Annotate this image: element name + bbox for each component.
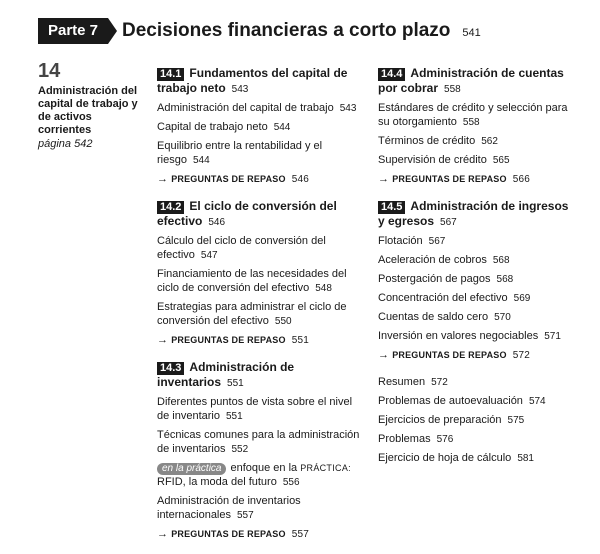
- toc-item-text: Diferentes puntos de vista sobre el nivel de inventario: [157, 396, 353, 422]
- review-label: PREGUNTAS DE REPASO: [171, 174, 286, 184]
- endmatter-text: Problemas: [378, 433, 431, 445]
- section-page: 543: [231, 84, 249, 95]
- endmatter-page: 581: [517, 453, 534, 464]
- toc-item-page: 568: [496, 274, 514, 285]
- toc-item-text: Términos de crédito: [378, 135, 476, 147]
- toc-item[interactable]: [157, 395, 367, 424]
- section-number: 14.3: [157, 362, 184, 375]
- review-label: PREGUNTAS DE REPASO: [392, 174, 507, 184]
- arrow-right-icon: →: [157, 334, 169, 346]
- endmatter-text: Resumen: [378, 376, 426, 388]
- toc-item[interactable]: [157, 428, 367, 457]
- toc-item-page: 567: [428, 236, 446, 247]
- section-14-4: [378, 66, 578, 187]
- review-questions-link[interactable]: [157, 527, 367, 542]
- part-page: 541: [462, 27, 481, 39]
- arrow-right-icon: →: [157, 173, 169, 185]
- toc-item[interactable]: [378, 253, 578, 268]
- toc-item-page: 557: [237, 510, 254, 521]
- chapter-column: [38, 60, 148, 151]
- review-questions-link[interactable]: [157, 333, 367, 348]
- section-page: 551: [227, 378, 244, 389]
- endmatter-item[interactable]: [378, 394, 578, 409]
- toc-item[interactable]: [378, 329, 578, 344]
- section-number: 14.4: [378, 68, 405, 81]
- toc-item-page: 548: [315, 283, 332, 294]
- toc-item-text: Flotación: [378, 235, 423, 247]
- review-page: 546: [291, 174, 309, 185]
- toc-item-page: 544: [192, 155, 210, 166]
- endmatter-item[interactable]: [378, 451, 578, 466]
- toc-item-text: Administración del capital de trabajo: [157, 102, 334, 114]
- review-questions-link[interactable]: [157, 172, 367, 187]
- endmatter-item[interactable]: [378, 413, 578, 428]
- chapter-number: 14: [38, 60, 61, 82]
- endmatter-page: 572: [431, 377, 448, 388]
- toc-item[interactable]: [157, 267, 367, 296]
- toc-item[interactable]: [157, 234, 367, 263]
- toc-item-page: 565: [492, 155, 510, 166]
- toc-item-page: 569: [513, 293, 531, 304]
- toc-item-text: Supervisión de crédito: [378, 154, 487, 166]
- arrow-right-icon: →: [157, 528, 169, 540]
- toc-item-page: 568: [492, 255, 510, 266]
- part-arrow-icon: [108, 18, 117, 44]
- toc-item-text: Postergación de pagos: [378, 273, 491, 285]
- section-heading[interactable]: [378, 199, 578, 230]
- toc-item[interactable]: [378, 101, 578, 130]
- toc-item-text: Aceleración de cobros: [378, 254, 487, 266]
- section-heading[interactable]: [157, 199, 367, 230]
- section-title: Administración de inventarios: [157, 360, 295, 389]
- toc-item-text: Estrategias para administrar el ciclo de conversión del efectivo: [157, 301, 347, 327]
- review-page: 557: [291, 529, 309, 540]
- toc-item-text: Capital de trabajo neto: [157, 121, 268, 133]
- toc-item[interactable]: [378, 310, 578, 325]
- toc-item-text: Financiamiento de las necesidades del ciclo de conversión del efectivo: [157, 268, 347, 294]
- section-title: Fundamentos del capital de trabajo neto: [157, 66, 348, 95]
- toc-item-text: Técnicas comunes para la administración de inventarios: [157, 429, 360, 455]
- toc-item-page: 551: [226, 411, 243, 422]
- toc-column-middle: [157, 66, 367, 554]
- toc-item[interactable]: [378, 272, 578, 287]
- toc-item-text: Cuentas de saldo cero: [378, 311, 489, 323]
- section-title: Administración de cuentas por cobrar: [378, 66, 564, 95]
- toc-item-page: 556: [282, 477, 300, 488]
- toc-item-page: 552: [231, 444, 249, 455]
- review-page: 566: [512, 174, 530, 185]
- toc-item[interactable]: [157, 101, 367, 116]
- endmatter-text: Problemas de autoevaluación: [378, 395, 523, 407]
- toc-item[interactable]: [378, 153, 578, 168]
- review-questions-link[interactable]: [378, 172, 578, 187]
- toc-column-right: [378, 66, 578, 470]
- chapter-page: página 542: [38, 138, 93, 150]
- toc-item[interactable]: [157, 120, 367, 135]
- section-page: 567: [440, 217, 457, 228]
- arrow-right-icon: →: [378, 349, 390, 361]
- endmatter-item[interactable]: [378, 432, 578, 447]
- toc-item-text: Concentración del efectivo: [378, 292, 508, 304]
- toc-item-page: 571: [544, 331, 561, 342]
- toc-item[interactable]: [378, 134, 578, 149]
- toc-item[interactable]: [157, 139, 367, 168]
- part-badge: Parte 7: [38, 18, 108, 44]
- section-14-5: [378, 199, 578, 363]
- toc-item-text: enfoque en la: [230, 462, 298, 474]
- endmatter-page: 574: [528, 396, 546, 407]
- section-14-1: [157, 66, 367, 187]
- toc-item[interactable]: [378, 291, 578, 306]
- part-title: [122, 18, 481, 46]
- toc-item[interactable]: [378, 234, 578, 249]
- toc-item-text: Inversión en valores negociables: [378, 330, 539, 342]
- toc-item-page: 544: [273, 122, 291, 133]
- practice-label: PRÁCTICA:: [300, 463, 351, 473]
- toc-item-page: 562: [481, 136, 498, 147]
- review-label: PREGUNTAS DE REPASO: [392, 350, 507, 360]
- toc-item-text: Equilibrio entre la rentabilidad y el riesgo: [157, 140, 323, 166]
- section-page: 546: [208, 217, 226, 228]
- section-number: 14.5: [378, 201, 405, 214]
- toc-item-page: 547: [200, 250, 218, 261]
- review-label: PREGUNTAS DE REPASO: [171, 529, 286, 539]
- section-heading[interactable]: [378, 66, 578, 97]
- chapter-title: Administración del capital de trabajo y de activos corrientes: [38, 85, 138, 136]
- section-heading[interactable]: [157, 66, 367, 97]
- section-page: 558: [444, 84, 461, 95]
- review-page: 551: [291, 335, 309, 346]
- endmatter-item[interactable]: [378, 375, 578, 390]
- toc-item-page: 570: [494, 312, 511, 323]
- section-number: 14.2: [157, 201, 184, 214]
- review-page: 572: [512, 350, 530, 361]
- practice-badge: en la práctica: [157, 463, 226, 475]
- section-14-3: [157, 360, 367, 542]
- section-title: Administración de ingresos y egresos: [378, 199, 569, 228]
- toc-item-text: Cálculo del ciclo de conversión del efectivo: [157, 235, 326, 261]
- toc-item-page: 550: [274, 316, 292, 327]
- toc-item-text: RFID, la moda del futuro: [157, 476, 277, 488]
- review-label: PREGUNTAS DE REPASO: [171, 335, 286, 345]
- endmatter-page: 576: [436, 434, 454, 445]
- part-title-text: Decisiones financieras a corto plazo: [122, 20, 451, 41]
- toc-item-practice[interactable]: [157, 461, 367, 490]
- toc-item[interactable]: [157, 494, 367, 523]
- endmatter-text: Ejercicio de hoja de cálculo: [378, 452, 512, 464]
- section-number: 14.1: [157, 68, 184, 81]
- review-questions-link[interactable]: [378, 348, 578, 363]
- arrow-right-icon: →: [378, 173, 390, 185]
- toc-item-text: Estándares de crédito y selección para su otorgamiento: [378, 102, 568, 128]
- endmatter-text: Ejercicios de preparación: [378, 414, 502, 426]
- toc-item-page: 558: [462, 117, 480, 128]
- part-header: [38, 12, 558, 48]
- toc-item[interactable]: [157, 300, 367, 329]
- toc-item-page: 543: [339, 103, 357, 114]
- toc-item-text: Administración de inventarios internacionales: [157, 495, 301, 521]
- section-title: El ciclo de conversión del efectivo: [157, 199, 337, 228]
- endmatter-list: [378, 375, 578, 466]
- endmatter-page: 575: [507, 415, 525, 426]
- section-14-2: [157, 199, 367, 348]
- section-heading[interactable]: [157, 360, 367, 391]
